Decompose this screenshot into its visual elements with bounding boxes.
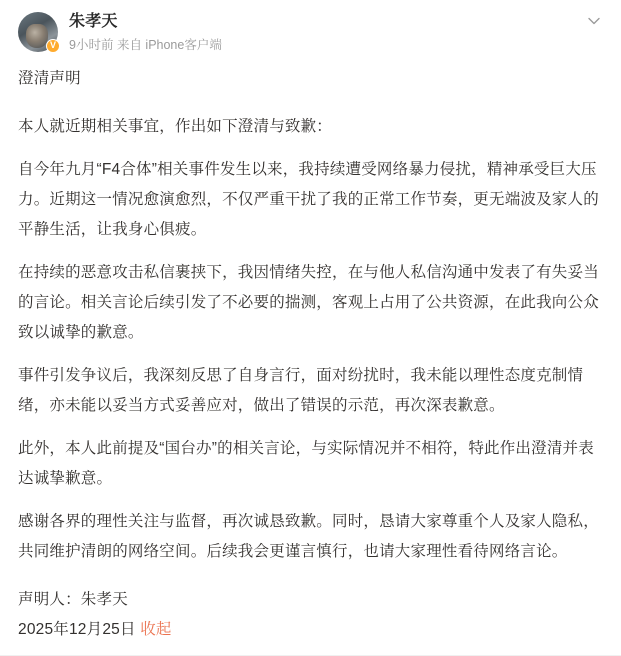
header-text-block [69,10,222,54]
signature-line: 声明人：朱孝天 [18,591,128,608]
content-paragraph: 本人就近期相关事宜，作出如下澄清与致歉： [18,118,333,135]
author-name[interactable]: 朱孝天 [69,13,118,30]
collapse-link[interactable]: 收起 [140,621,172,638]
post-source[interactable]: 来自 iPhone客户端 [116,38,222,52]
verified-badge-icon: V [46,39,60,53]
content-title: 澄清声明 [18,70,81,87]
post-time[interactable]: 9小时前 [69,38,114,52]
signature-block [18,585,603,645]
post-meta [69,36,222,54]
content-paragraph: 自今年九月“F4合体”相关事件发生以来，我持续遭受网络暴力侵扰，精神承受巨大压力。近期这一情况愈演愈烈，不仅严重干扰了我的正常工作节奏，更无端波及家人的平静生活，让我身心俱疲。 [18,161,599,238]
post-content [18,64,603,645]
content-paragraph: 在持续的恶意攻击私信裹挟下，我因情绪失控，在与他人私信沟通中发表了有失妥当的言论。相关言论后续引发了不必要的揣测，客观上占用了公共资源，在此我向公众致以诚挚的歉意。 [18,264,599,341]
date-text: 2025年12月25日 [18,621,136,638]
content-paragraph: 感谢各界的理性关注与监督，再次诚恳致歉。同时，恳请大家尊重个人及家人隐私，共同维护清朗的网络空间。后续我会更谨言慎行，也请大家理性看待网络言论。 [18,513,599,560]
post-header [18,10,603,54]
content-paragraph: 事件引发争议后，我深刻反思了自身言行，面对纷扰时，我未能以理性态度克制情绪，亦未能以妥当方式妥善应对，做出了错误的示范，再次深表歉意。 [18,367,584,414]
content-paragraph: 此外，本人此前提及“国台办”的相关言论，与实际情况并不相符，特此作出澄清并表达诚挚歉意。 [18,440,594,487]
date-line [18,615,603,645]
chevron-down-icon[interactable] [585,12,603,30]
avatar[interactable] [18,12,58,52]
